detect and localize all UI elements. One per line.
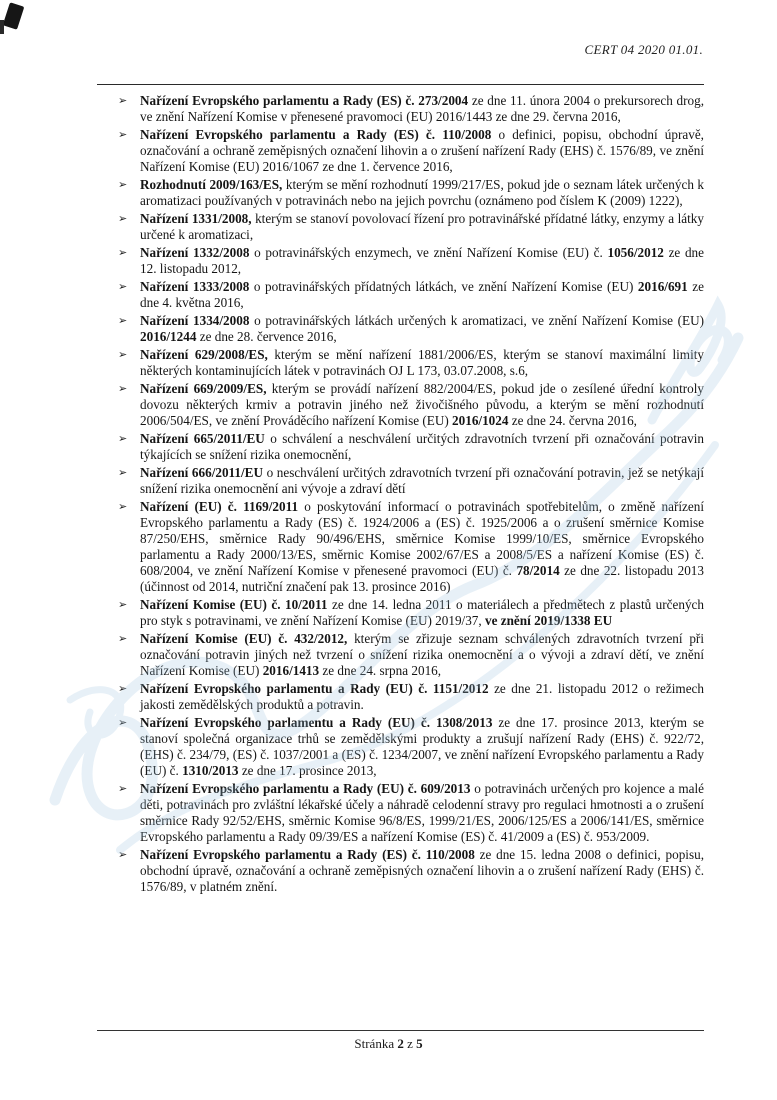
regulation-text: ze dne 4. května 2016, [140,279,704,310]
regulation-text: ze dne 24. srpna 2016, [319,663,442,678]
list-item [97,279,704,311]
regulation-text: kterým se mění rozhodnutí 1999/217/ES, pokud jde o seznam látek určených k aromatizaci používaných v potravinách nebo na jejich povrchu (oznámeno pod číslem K (2009) 1222), [140,177,704,208]
regulation-ref-bold: 2016/1413 [262,663,320,678]
regulation-text: ze dne 22. listopadu 2013 (účinnost od 2014, nutriční značení pak 13. prosince 2016) [140,563,704,594]
bullet-arrow-icon: ➢ [118,95,128,107]
regulation-ref-bold: ve znění 2019/1338 EU [485,613,613,628]
regulation-ref-bold: 1056/2012 [607,245,664,260]
regulation-ref-bold: Rozhodnutí 2009/163/ES, [140,177,283,192]
regulation-ref-bold: 78/2014 [516,563,560,578]
bullet-arrow-icon: ➢ [118,213,128,225]
list-item [97,847,704,895]
bullet-arrow-icon: ➢ [118,683,128,695]
regulation-text: ze dne 15. ledna 2008 o definici, popisu, obchodní úpravě, označování a ochraně zeměpisných označení lihovin a o zrušení nařízení Rady (EHS) č. 1576/89, v platném znění. [140,847,704,894]
regulation-ref-bold: Nařízení 1331/2008, [140,211,252,226]
regulation-ref-bold: Nařízení Evropského parlamentu a Rady (ES) č. 110/2008 [140,847,475,862]
regulation-text: ze dne 24. června 2016, [508,413,637,428]
regulation-text: ze dne 21. listopadu 2012 o režimech jakosti zemědělských produktů a potravin. [140,681,704,712]
regulation-list [97,93,704,895]
regulation-text: o potravinářských enzymech, ve znění Nařízení Komise (EU) č. [249,245,608,260]
regulation-ref-bold: Nařízení Komise (EU) č. 10/2011 [140,597,328,612]
bullet-arrow-icon: ➢ [118,849,128,861]
regulation-ref-bold: Nařízení Evropského parlamentu a Rady (EU) č. 609/2013 [140,781,471,796]
regulation-text: kterým se zřizuje seznam schválených zdravotních tvrzení při označování potravin jiných než tvrzení o snížení rizika onemocnění a o vývoji a zdraví dětí, ve znění Nařízení Komise (EU) [140,631,704,678]
regulation-ref-bold: 1310/2013 [182,763,239,778]
regulation-text: o schválení a neschválení určitých zdravotních tvrzení při označování potravin týkajících se snížení rizika onemocnění, [140,431,704,462]
page-content [97,93,704,897]
regulation-ref-bold: Nařízení 665/2011/EU [140,431,265,446]
regulation-ref-bold: Nařízení Evropského parlamentu a Rady (ES) č. 110/2008 [140,127,492,142]
bullet-arrow-icon: ➢ [118,349,128,361]
regulation-text: ze dne 17. prosince 2013, [238,763,377,778]
document-code: CERT 04 2020 01.01. [584,42,703,57]
regulation-ref-bold: Nařízení (EU) č. 1169/2011 [140,499,299,514]
regulation-text: kterým se provádí nařízení 882/2004/ES, pokud jde o zesílené úřední kontroly dovozu některých krmiv a potravin jiného než živočišného původu, a kterým se mění rozhodnutí 2006/504/ES, ve znění Prováděcího nařízení Komise (EU) [140,381,704,428]
regulation-text: o definici, popisu, obchodní úpravě, označování a ochraně zeměpisných označení lihovin a o zrušení nařízení Rady (EHS) č. 1576/89, ve znění Nařízení Komise (EU) 2016/1067 ze dne 1. července 2016, [140,127,704,174]
regulation-ref-bold: Nařízení Evropského parlamentu a Rady (ES) č. 273/2004 [140,93,469,108]
list-item [97,347,704,379]
regulation-ref-bold: Nařízení 669/2009/ES, [140,381,267,396]
regulation-ref-bold: Nařízení Komise (EU) č. 432/2012, [140,631,348,646]
footer-of-word: z [407,1036,413,1051]
list-item [97,127,704,175]
page-footer [0,1036,777,1052]
list-item [97,177,704,209]
regulation-text: kterým se stanoví povolovací řízení pro potravinářské přídatné látky, enzymy a látky určené k aromatizaci, [140,211,704,242]
regulation-text: ze dne 14. ledna 2011 o materiálech a předmětech z plastů určených pro styk s potravinami, ve znění Nařízení Komise (EU) 2019/37, [140,597,705,628]
bullet-arrow-icon: ➢ [118,281,128,293]
list-item [97,631,704,679]
scan-artifact [3,2,25,29]
regulation-text: kterým se mění nařízení 1881/2006/ES, kterým se stanoví maximální limity některých kontaminujících látek v potravinách OJ L 173, 03.07.2008, s.6, [140,347,704,378]
bullet-arrow-icon: ➢ [118,247,128,259]
regulation-text: o poskytování informací o potravinách spotřebitelům, o změně nařízení Evropského parlamentu a Rady (ES) č. 1924/2006 a (ES) č. 1925/2006 a o zrušení směrnice Komise 87/250/EHS, směrnice Rady 90/496/EHS, směrnice Komise 1999/10/ES, směrnice Evropského parlamentu a Rady 2000/13/ES, směrnic Komise 2002/67/ES a 2008/5/ES a nařízení Komise (ES) č. 608/2004, ve znění Nařízení Komise v přenesené pravomoci (EU) č. [140,499,704,578]
list-item [97,93,704,125]
regulation-ref-bold: Nařízení 666/2011/EU [140,465,263,480]
regulation-text: o potravinářských látkách určených k aromatizaci, ve znění Nařízení Komise (EU) [249,313,704,328]
regulation-ref-bold: Nařízení 1332/2008 [140,245,250,260]
regulation-text: o neschválení určitých zdravotních tvrzení při označování potravin, jež se netýkají snížení rizika onemocnění ani vývoje a zdraví dětí [140,465,705,496]
regulation-text: o potravinách určených pro kojence a malé děti, potravinách pro zvláštní lékařské účely a náhradě celodenní stravy pro regulaci hmotnosti a o zrušení směrnice Rady 92/52/EHS, směrnic Komise 96/8/ES, 1999/21/ES, 2006/125/ES a 2006/141/ES, směrnice Evropského parlamentu a Rady 09/39/ES a nařízení Komise (ES) č. 41/2009 a (ES) č. 953/2009. [140,781,704,844]
regulation-ref-bold: Nařízení 1334/2008 [140,313,250,328]
header-divider [97,84,704,85]
footer-divider [97,1030,704,1031]
bullet-arrow-icon: ➢ [118,633,128,645]
bullet-arrow-icon: ➢ [118,717,128,729]
list-item [97,715,704,779]
regulation-ref-bold: 2016/691 [637,279,688,294]
list-item [97,245,704,277]
bullet-arrow-icon: ➢ [118,129,128,141]
list-item [97,381,704,429]
regulation-ref-bold: 2016/1244 [140,329,197,344]
list-item [97,431,704,463]
bullet-arrow-icon: ➢ [118,599,128,611]
regulation-text: ze dne 28. července 2016, [196,329,337,344]
list-item [97,465,704,497]
regulation-ref-bold: Nařízení 1333/2008 [140,279,250,294]
regulation-ref-bold: Nařízení Evropského parlamentu a Rady (EU) č. 1308/2013 [140,715,493,730]
bullet-arrow-icon: ➢ [118,783,128,795]
list-item [97,681,704,713]
list-item [97,211,704,243]
bullet-arrow-icon: ➢ [118,383,128,395]
bullet-arrow-icon: ➢ [118,467,128,479]
footer-page-number: 2 [397,1036,404,1051]
list-item [97,499,704,595]
regulation-ref-bold: 2016/1024 [452,413,509,428]
regulation-ref-bold: Nařízení 629/2008/ES, [140,347,268,362]
regulation-ref-bold: Nařízení Evropského parlamentu a Rady (EU) č. 1151/2012 [140,681,489,696]
bullet-arrow-icon: ➢ [118,501,128,513]
list-item [97,313,704,345]
regulation-text: ze dne 11. února 2004 o prekursorech drog, ve znění Nařízení Komise v přenesené pravomoci (EU) 2016/1443 ze dne 29. června 2016, [140,93,705,124]
bullet-arrow-icon: ➢ [118,315,128,327]
scan-artifact [0,20,4,34]
bullet-arrow-icon: ➢ [118,179,128,191]
bullet-arrow-icon: ➢ [118,433,128,445]
regulation-text: ze dne 12. listopadu 2012, [140,245,704,276]
regulation-text: o potravinářských přídatných látkách, ve znění Nařízení Komise (EU) [249,279,638,294]
footer-page-total: 5 [416,1036,423,1051]
footer-prefix: Stránka [354,1036,395,1051]
list-item [97,781,704,845]
list-item [97,597,704,629]
regulation-text: ze dne 17. prosince 2013, kterým se stanoví společná organizace trhů se zemědělskými produkty a zrušují nařízení Rady (EHS) č. 922/72, (EHS) č. 234/79, (ES) č. 1037/2001 a (ES) č. 1234/2007, ve znění nařízení Evropského parlamentu a Rady (EU) č. [140,715,704,778]
